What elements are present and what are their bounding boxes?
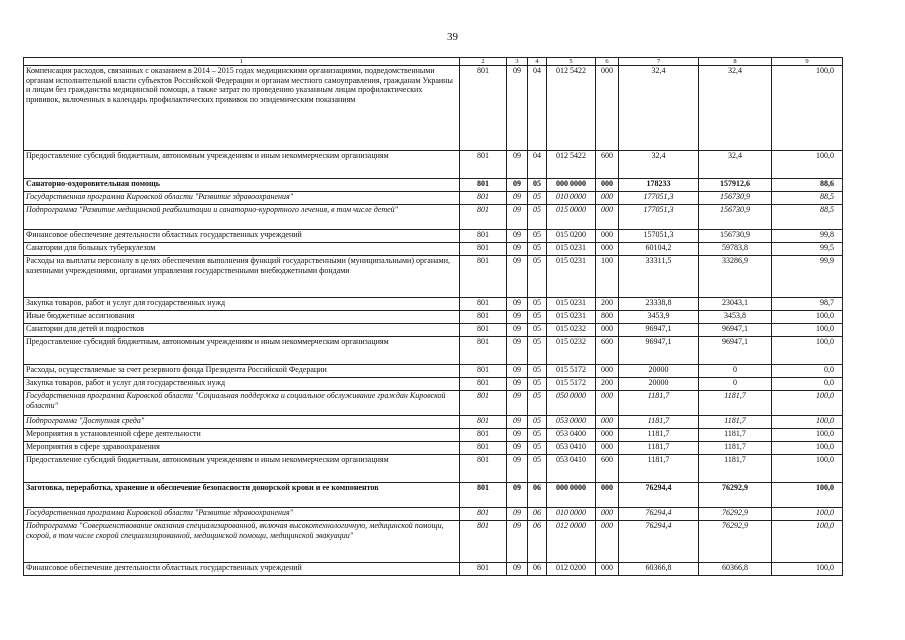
target-article-code: 053 0410 xyxy=(547,455,596,483)
target-article-code: 010 0000 xyxy=(547,192,596,205)
target-article-code: 015 5172 xyxy=(547,378,596,391)
table-row xyxy=(24,243,843,256)
table-header-row xyxy=(24,58,843,66)
planned-amount: 157051,3 xyxy=(619,230,699,243)
column-number: 7 xyxy=(619,58,699,66)
target-article-code: 015 0231 xyxy=(547,256,596,298)
ministry-code: 801 xyxy=(460,391,507,416)
row-description: Финансовое обеспечение деятельности областных государственных учреждений xyxy=(24,230,460,243)
expense-type-code: 000 xyxy=(596,508,619,521)
table-row xyxy=(24,563,843,576)
table-row xyxy=(24,429,843,442)
executed-amount: 76292,9 xyxy=(699,521,772,563)
executed-amount: 157912,6 xyxy=(699,179,772,192)
execution-percent: 100,0 xyxy=(772,563,843,576)
subsection-code: 05 xyxy=(528,324,547,337)
table-row xyxy=(24,455,843,483)
subsection-code: 05 xyxy=(528,243,547,256)
planned-amount: 3453,9 xyxy=(619,311,699,324)
executed-amount: 156730,9 xyxy=(699,230,772,243)
execution-percent: 100,0 xyxy=(772,66,843,151)
row-description: Мероприятия в сфере здравоохранения xyxy=(24,442,460,455)
table-row xyxy=(24,256,843,298)
expense-type-code: 600 xyxy=(596,455,619,483)
ministry-code: 801 xyxy=(460,365,507,378)
planned-amount: 96947,1 xyxy=(619,337,699,365)
executed-amount: 0 xyxy=(699,378,772,391)
executed-amount: 0 xyxy=(699,365,772,378)
column-number: 9 xyxy=(772,58,843,66)
executed-amount: 59783,8 xyxy=(699,243,772,256)
executed-amount: 1181,7 xyxy=(699,455,772,483)
section-code: 09 xyxy=(507,256,528,298)
executed-amount: 32,4 xyxy=(699,66,772,151)
expense-type-code: 000 xyxy=(596,192,619,205)
executed-amount: 1181,7 xyxy=(699,442,772,455)
section-code: 09 xyxy=(507,298,528,311)
executed-amount: 1181,7 xyxy=(699,416,772,429)
subsection-code: 05 xyxy=(528,455,547,483)
row-description: Подпрограмма "Развитие медицинской реабилитации и санаторно-курортного лечения, в том числе детей" xyxy=(24,205,460,230)
ministry-code: 801 xyxy=(460,378,507,391)
column-number: 5 xyxy=(547,58,596,66)
row-description: Предоставление субсидий бюджетным, автономным учреждениям и иным некоммерческим организациям xyxy=(24,455,460,483)
executed-amount: 23043,1 xyxy=(699,298,772,311)
planned-amount: 96947,1 xyxy=(619,324,699,337)
section-code: 09 xyxy=(507,311,528,324)
subsection-code: 05 xyxy=(528,256,547,298)
ministry-code: 801 xyxy=(460,429,507,442)
table-row xyxy=(24,230,843,243)
table-row xyxy=(24,324,843,337)
expense-type-code: 000 xyxy=(596,324,619,337)
subsection-code: 06 xyxy=(528,563,547,576)
row-description: Санатории для детей и подростков xyxy=(24,324,460,337)
table-row xyxy=(24,179,843,192)
subsection-code: 05 xyxy=(528,378,547,391)
table-row xyxy=(24,378,843,391)
section-code: 09 xyxy=(507,243,528,256)
section-code: 09 xyxy=(507,151,528,179)
executed-amount: 156730,9 xyxy=(699,192,772,205)
execution-percent: 100,0 xyxy=(772,391,843,416)
execution-percent: 88,6 xyxy=(772,179,843,192)
section-code: 09 xyxy=(507,416,528,429)
target-article-code: 015 0231 xyxy=(547,311,596,324)
column-number: 2 xyxy=(460,58,507,66)
row-description: Компенсация расходов, связанных с оказанием в 2014 – 2015 годах медицинскими организациями, подведомственными органам исполнительной власти субъектов Российской Федерации и органам местного самоуправления, гражданам Украины и лицам без гражданства медицинской помощи, а также затрат по проведению указанным лицам профилактических прививок, включенных в календарь профилактических прививок по эпидемическим показаниям xyxy=(24,66,460,151)
budget-table xyxy=(23,57,843,576)
section-code: 09 xyxy=(507,230,528,243)
expense-type-code: 000 xyxy=(596,66,619,151)
table-row xyxy=(24,66,843,151)
section-code: 09 xyxy=(507,378,528,391)
execution-percent: 100,0 xyxy=(772,311,843,324)
execution-percent: 0,0 xyxy=(772,378,843,391)
section-code: 09 xyxy=(507,429,528,442)
expense-type-code: 000 xyxy=(596,429,619,442)
expense-type-code: 000 xyxy=(596,416,619,429)
section-code: 09 xyxy=(507,179,528,192)
section-code: 09 xyxy=(507,455,528,483)
target-article-code: 015 0200 xyxy=(547,230,596,243)
subsection-code: 05 xyxy=(528,442,547,455)
planned-amount: 177051,3 xyxy=(619,192,699,205)
section-code: 09 xyxy=(507,337,528,365)
ministry-code: 801 xyxy=(460,179,507,192)
expense-type-code: 200 xyxy=(596,378,619,391)
subsection-code: 05 xyxy=(528,179,547,192)
table-row xyxy=(24,205,843,230)
subsection-code: 06 xyxy=(528,483,547,508)
executed-amount: 96947,1 xyxy=(699,337,772,365)
expense-type-code: 000 xyxy=(596,179,619,192)
ministry-code: 801 xyxy=(460,311,507,324)
table-row xyxy=(24,151,843,179)
target-article-code: 015 0231 xyxy=(547,243,596,256)
expense-type-code: 000 xyxy=(596,391,619,416)
subsection-code: 05 xyxy=(528,391,547,416)
executed-amount: 33286,9 xyxy=(699,256,772,298)
expense-type-code: 100 xyxy=(596,256,619,298)
execution-percent: 100,0 xyxy=(772,508,843,521)
planned-amount: 1181,7 xyxy=(619,442,699,455)
ministry-code: 801 xyxy=(460,192,507,205)
expense-type-code: 000 xyxy=(596,205,619,230)
target-article-code: 015 0231 xyxy=(547,298,596,311)
planned-amount: 76294,4 xyxy=(619,521,699,563)
target-article-code: 012 5422 xyxy=(547,66,596,151)
section-code: 09 xyxy=(507,192,528,205)
target-article-code: 053 0000 xyxy=(547,416,596,429)
table-row xyxy=(24,442,843,455)
planned-amount: 1181,7 xyxy=(619,416,699,429)
table-row xyxy=(24,298,843,311)
ministry-code: 801 xyxy=(460,151,507,179)
expense-type-code: 000 xyxy=(596,563,619,576)
row-description: Расходы на выплаты персоналу в целях обеспечения выполнения функций государственными (муниципальными) органами, казенными учреждениями, органами управления государственными внебюджетными фондами xyxy=(24,256,460,298)
planned-amount: 1181,7 xyxy=(619,429,699,442)
ministry-code: 801 xyxy=(460,256,507,298)
section-code: 09 xyxy=(507,205,528,230)
ministry-code: 801 xyxy=(460,243,507,256)
page-number: 39 xyxy=(447,31,458,43)
execution-percent: 100,0 xyxy=(772,324,843,337)
planned-amount: 20000 xyxy=(619,378,699,391)
planned-amount: 76294,4 xyxy=(619,508,699,521)
execution-percent: 98,7 xyxy=(772,298,843,311)
execution-percent: 88,5 xyxy=(772,192,843,205)
ministry-code: 801 xyxy=(460,508,507,521)
ministry-code: 801 xyxy=(460,324,507,337)
executed-amount: 1181,7 xyxy=(699,429,772,442)
target-article-code: 012 5422 xyxy=(547,151,596,179)
execution-percent: 100,0 xyxy=(772,416,843,429)
subsection-code: 05 xyxy=(528,311,547,324)
target-article-code: 015 0000 xyxy=(547,205,596,230)
execution-percent: 100,0 xyxy=(772,442,843,455)
subsection-code: 05 xyxy=(528,298,547,311)
ministry-code: 801 xyxy=(460,298,507,311)
planned-amount: 178233 xyxy=(619,179,699,192)
subsection-code: 06 xyxy=(528,508,547,521)
planned-amount: 32,4 xyxy=(619,151,699,179)
row-description: Государственная программа Кировской области "Развитие здравоохранения" xyxy=(24,508,460,521)
subsection-code: 04 xyxy=(528,151,547,179)
execution-percent: 100,0 xyxy=(772,429,843,442)
row-description: Закупка товаров, работ и услуг для государственных нужд xyxy=(24,378,460,391)
section-code: 09 xyxy=(507,563,528,576)
target-article-code: 015 0232 xyxy=(547,337,596,365)
subsection-code: 05 xyxy=(528,429,547,442)
target-article-code: 015 5172 xyxy=(547,365,596,378)
ministry-code: 801 xyxy=(460,230,507,243)
column-number: 6 xyxy=(596,58,619,66)
target-article-code: 053 0400 xyxy=(547,429,596,442)
planned-amount: 60366,8 xyxy=(619,563,699,576)
row-description: Расходы, осуществляемые за счет резервного фонда Президента Российской Федерации xyxy=(24,365,460,378)
executed-amount: 96947,1 xyxy=(699,324,772,337)
execution-percent: 100,0 xyxy=(772,337,843,365)
planned-amount: 23338,8 xyxy=(619,298,699,311)
expense-type-code: 000 xyxy=(596,521,619,563)
section-code: 09 xyxy=(507,521,528,563)
row-description: Мероприятия в установленной сфере деятельности xyxy=(24,429,460,442)
row-description: Финансовое обеспечение деятельности областных государственных учреждений xyxy=(24,563,460,576)
target-article-code: 012 0200 xyxy=(547,563,596,576)
section-code: 09 xyxy=(507,508,528,521)
execution-percent: 100,0 xyxy=(772,151,843,179)
subsection-code: 05 xyxy=(528,337,547,365)
target-article-code: 050 0000 xyxy=(547,391,596,416)
executed-amount: 76292,9 xyxy=(699,483,772,508)
column-number: 3 xyxy=(507,58,528,66)
section-code: 09 xyxy=(507,442,528,455)
table-row xyxy=(24,337,843,365)
expense-type-code: 600 xyxy=(596,337,619,365)
execution-percent: 100,0 xyxy=(772,483,843,508)
planned-amount: 1181,7 xyxy=(619,455,699,483)
planned-amount: 20000 xyxy=(619,365,699,378)
table-row xyxy=(24,391,843,416)
subsection-code: 05 xyxy=(528,230,547,243)
executed-amount: 76292,9 xyxy=(699,508,772,521)
row-description: Подпрограмма "Доступная среда" xyxy=(24,416,460,429)
target-article-code: 000 0000 xyxy=(547,179,596,192)
column-number: 8 xyxy=(699,58,772,66)
row-description: Санатории для больных туберкулезом xyxy=(24,243,460,256)
table-row xyxy=(24,365,843,378)
planned-amount: 32,4 xyxy=(619,66,699,151)
planned-amount: 177051,3 xyxy=(619,205,699,230)
ministry-code: 801 xyxy=(460,66,507,151)
expense-type-code: 000 xyxy=(596,365,619,378)
table-row xyxy=(24,416,843,429)
expense-type-code: 000 xyxy=(596,230,619,243)
expense-type-code: 000 xyxy=(596,483,619,508)
column-number: 1 xyxy=(24,58,460,66)
executed-amount: 156730,9 xyxy=(699,205,772,230)
subsection-code: 05 xyxy=(528,192,547,205)
row-description: Государственная программа Кировской области "Развитие здравоохранения" xyxy=(24,192,460,205)
section-code: 09 xyxy=(507,324,528,337)
expense-type-code: 000 xyxy=(596,243,619,256)
ministry-code: 801 xyxy=(460,483,507,508)
table-row xyxy=(24,192,843,205)
execution-percent: 100,0 xyxy=(772,521,843,563)
target-article-code: 015 0232 xyxy=(547,324,596,337)
expense-type-code: 800 xyxy=(596,311,619,324)
execution-percent: 99,8 xyxy=(772,230,843,243)
ministry-code: 801 xyxy=(460,205,507,230)
ministry-code: 801 xyxy=(460,442,507,455)
subsection-code: 05 xyxy=(528,365,547,378)
planned-amount: 60104,2 xyxy=(619,243,699,256)
expense-type-code: 600 xyxy=(596,151,619,179)
executed-amount: 60366,8 xyxy=(699,563,772,576)
planned-amount: 76294,4 xyxy=(619,483,699,508)
ministry-code: 801 xyxy=(460,455,507,483)
section-code: 09 xyxy=(507,365,528,378)
row-description: Предоставление субсидий бюджетным, автономным учреждениям и иным некоммерческим организациям xyxy=(24,151,460,179)
section-code: 09 xyxy=(507,66,528,151)
execution-percent: 100,0 xyxy=(772,455,843,483)
section-code: 09 xyxy=(507,483,528,508)
table-row xyxy=(24,483,843,508)
subsection-code: 06 xyxy=(528,521,547,563)
table-row xyxy=(24,311,843,324)
execution-percent: 99,5 xyxy=(772,243,843,256)
target-article-code: 053 0410 xyxy=(547,442,596,455)
row-description: Заготовка, переработка, хранение и обеспечение безопасности донорской крови и ее компонентов xyxy=(24,483,460,508)
table-row xyxy=(24,521,843,563)
subsection-code: 04 xyxy=(528,66,547,151)
expense-type-code: 200 xyxy=(596,298,619,311)
executed-amount: 32,4 xyxy=(699,151,772,179)
planned-amount: 33311,5 xyxy=(619,256,699,298)
row-description: Подпрограмма "Совершенствование оказания специализированной, включая высокотехнологичную, медицинской помощи, скорой, в том числе скорой специализированной, медицинской помощи, медицинской эвакуации" xyxy=(24,521,460,563)
ministry-code: 801 xyxy=(460,337,507,365)
executed-amount: 3453,8 xyxy=(699,311,772,324)
row-description: Иные бюджетные ассигнования xyxy=(24,311,460,324)
table-row xyxy=(24,508,843,521)
execution-percent: 88,5 xyxy=(772,205,843,230)
section-code: 09 xyxy=(507,391,528,416)
row-description: Санаторно-оздоровительная помощь xyxy=(24,179,460,192)
row-description: Государственная программа Кировской области "Социальная поддержка и социальное обслуживание граждан Кировской области" xyxy=(24,391,460,416)
target-article-code: 012 0000 xyxy=(547,521,596,563)
target-article-code: 000 0000 xyxy=(547,483,596,508)
expense-type-code: 000 xyxy=(596,442,619,455)
target-article-code: 010 0000 xyxy=(547,508,596,521)
row-description: Закупка товаров, работ и услуг для государственных нужд xyxy=(24,298,460,311)
row-description: Предоставление субсидий бюджетным, автономным учреждениям и иным некоммерческим организациям xyxy=(24,337,460,365)
column-number: 4 xyxy=(528,58,547,66)
ministry-code: 801 xyxy=(460,416,507,429)
execution-percent: 99,9 xyxy=(772,256,843,298)
subsection-code: 05 xyxy=(528,416,547,429)
execution-percent: 0,0 xyxy=(772,365,843,378)
subsection-code: 05 xyxy=(528,205,547,230)
executed-amount: 1181,7 xyxy=(699,391,772,416)
ministry-code: 801 xyxy=(460,521,507,563)
planned-amount: 1181,7 xyxy=(619,391,699,416)
ministry-code: 801 xyxy=(460,563,507,576)
